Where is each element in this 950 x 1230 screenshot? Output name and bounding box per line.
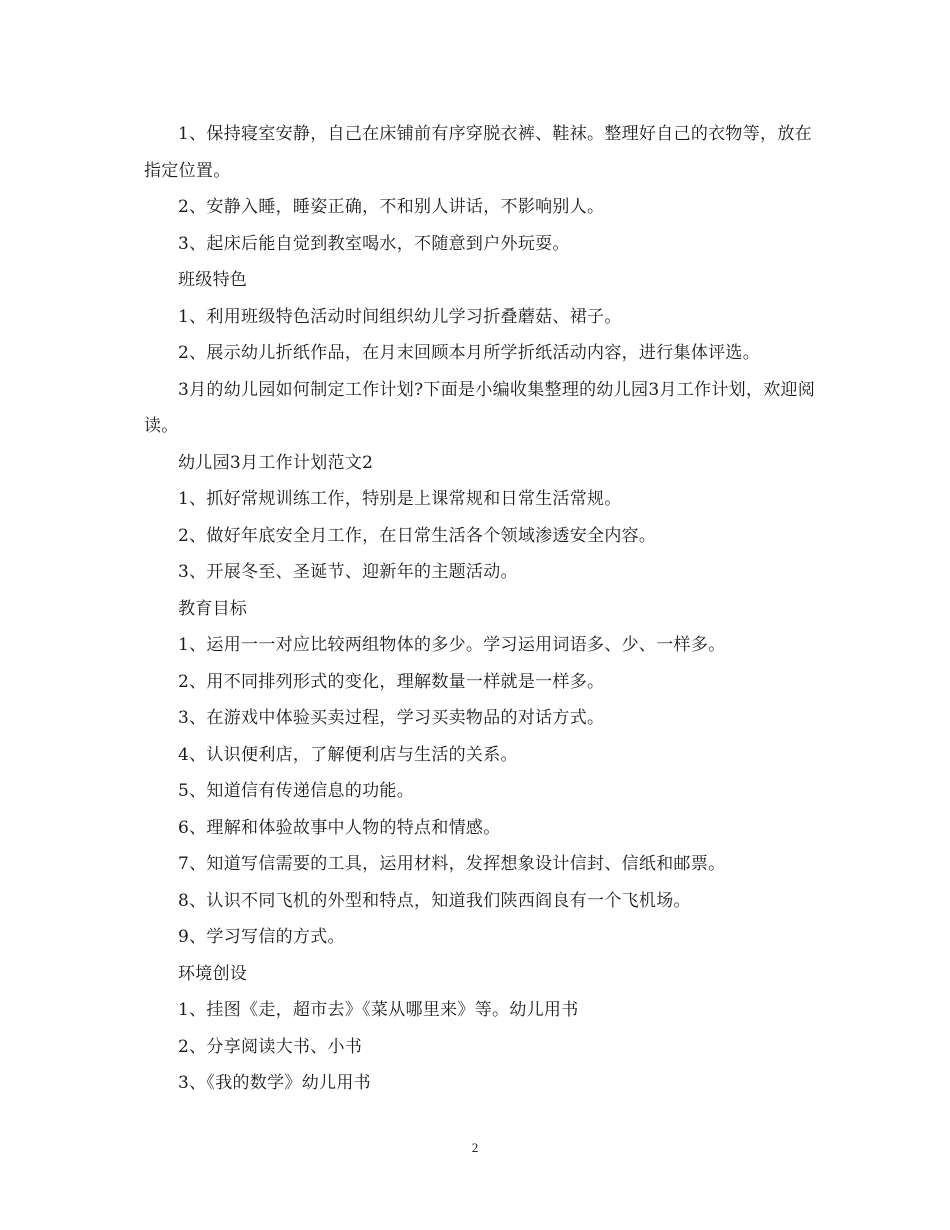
paragraph: 9、学习写信的方式。 — [178, 927, 345, 947]
paragraph: 1、运用一一对应比较两组物体的多少。学习运用词语多、少、一样多。 — [178, 635, 726, 655]
section-heading: 班级特色 — [178, 270, 248, 290]
paragraph: 1、抓好常规训练工作，特别是上课常规和日常生活常规。 — [178, 489, 622, 509]
section-heading: 教育目标 — [178, 598, 248, 619]
paragraph: 3月的幼儿园如何制定工作计划?下面是小编收集整理的幼儿园3月工作计划，欢迎阅读。 — [144, 379, 816, 436]
paragraph: 1、挂图《走，超市去》《菜从哪里来》等。幼儿用书 — [178, 1000, 579, 1020]
page-number: 2 — [471, 1140, 479, 1155]
paragraph: 8、认识不同飞机的外型和特点，知道我们陕西阎良有一个飞机场。 — [178, 890, 691, 911]
paragraph: 1、利用班级特色活动时间组织幼儿学习折叠蘑菇、裙子。 — [178, 306, 622, 327]
paragraph: 2、安静入睡，睡姿正确，不和别人讲话，不影响别人。 — [178, 197, 605, 217]
paragraph: 2、分享阅读大书、小书 — [178, 1036, 363, 1057]
paragraph: 2、做好年底安全月工作，在日常生活各个领域渗透安全内容。 — [178, 525, 657, 546]
paragraph: 7、知道写信需要的工具，运用材料，发挥想象设计信封、信纸和邮票。 — [178, 854, 726, 874]
paragraph: 3、《我的数学》幼儿用书 — [178, 1073, 371, 1093]
paragraph: 2、用不同排列形式的变化，理解数量一样就是一样多。 — [178, 671, 605, 692]
paragraph: 4、认识便利店，了解便利店与生活的关系。 — [178, 744, 518, 765]
section-heading: 幼儿园3月工作计划范文2 — [178, 452, 374, 473]
paragraph: 1、保持寝室安静，自己在床铺前有序穿脱衣裤、鞋袜。整理好自己的衣物等，放在指定位置。 — [144, 124, 812, 181]
paragraph: 2、展示幼儿折纸作品，在月末回顾本月所学折纸活动内容，进行集体评选。 — [178, 343, 761, 363]
paragraph: 5、知道信有传递信息的功能。 — [178, 781, 415, 801]
paragraph: 3、开展冬至、圣诞节、迎新年的主题活动。 — [178, 562, 518, 582]
paragraph: 6、理解和体验故事中人物的特点和情感。 — [178, 817, 501, 838]
paragraph: 3、在游戏中体验买卖过程，学习买卖物品的对话方式。 — [178, 708, 605, 728]
section-heading: 环境创设 — [178, 963, 248, 984]
paragraph: 3、起床后能自觉到教室喝水，不随意到户外玩耍。 — [178, 233, 570, 254]
document-body — [144, 116, 816, 1102]
